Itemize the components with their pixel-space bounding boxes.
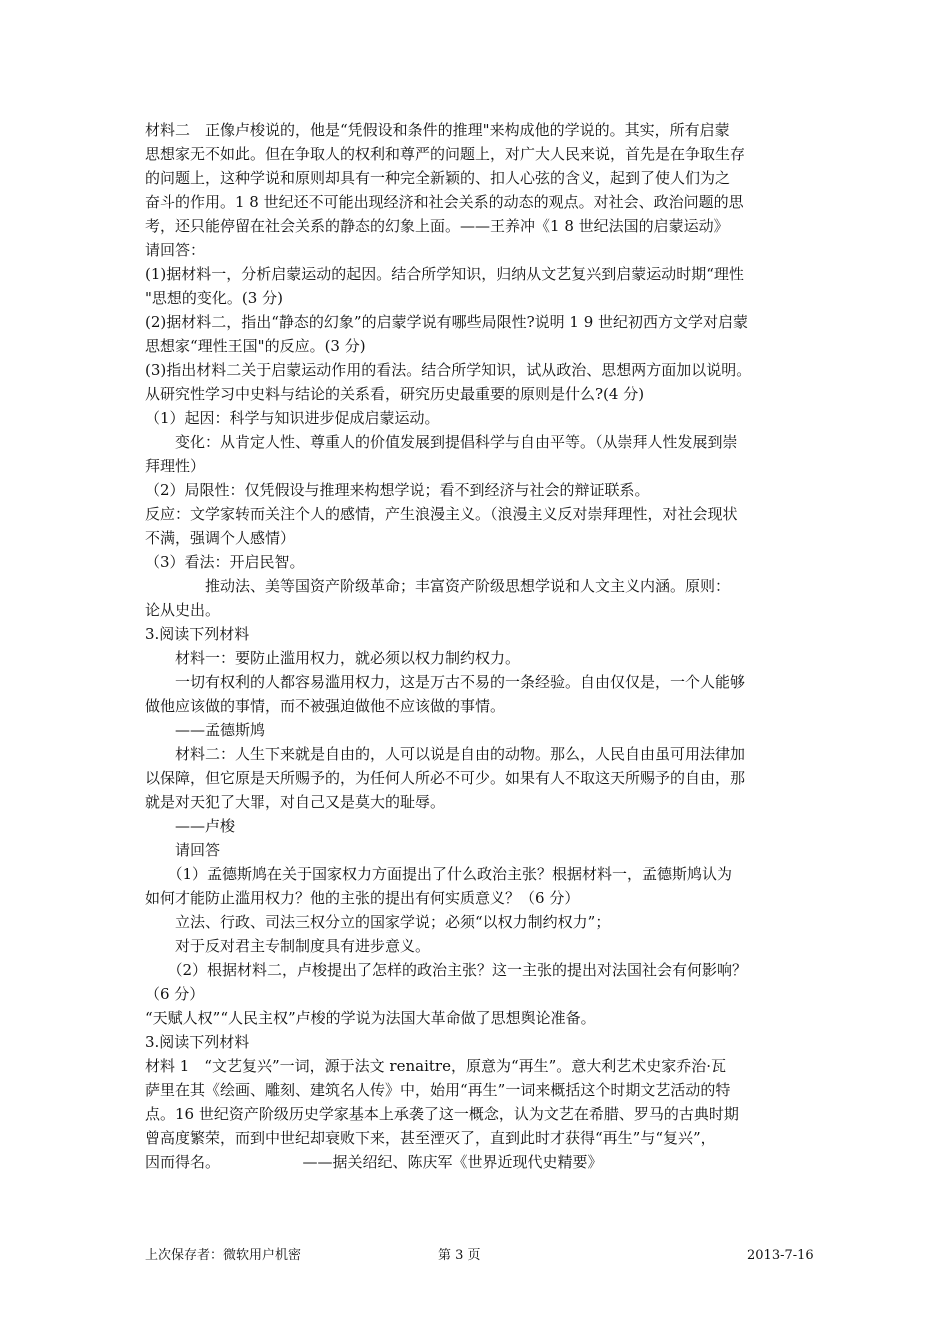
text-line: 奋斗的作用。1 8 世纪还不可能出现经济和社会关系的动态的观点。对社会、政治问题的思 [145, 193, 744, 211]
text-line: 材料二 正像卢梭说的，他是“凭假设和条件的推理"来构成他的学说的。其实，所有启蒙 [145, 121, 730, 139]
question-line: 思想家“理性王国"的反应。(3 分) [145, 337, 366, 355]
section-heading: 3.阅读下列材料 [145, 625, 250, 643]
footer-saver: 上次保存者：微软用户机密 [145, 1248, 302, 1263]
section-heading: 3.阅读下列材料 [145, 1033, 250, 1051]
answer-line: 对于反对君主专制制度具有进步意义。 [145, 937, 431, 955]
text-line: 考，还只能停留在社会关系的静态的幻象上面。——王养冲《1 8 世纪法国的启蒙运动》 [145, 217, 729, 235]
answer-line: 不满，强调个人感情） [145, 529, 296, 547]
text-line: ——卢梭 [145, 817, 236, 835]
answer-line: 反应：文学家转而关注个人的感情，产生浪漫主义。（浪漫主义反对崇拜理性，对社会现状 [145, 505, 738, 523]
footer-page-number: 第 3 页 [438, 1248, 481, 1263]
text-line: ——孟德斯鸠 [145, 721, 266, 739]
text-line: 请回答 [145, 841, 221, 859]
text-line: 萨里在其《绘画、雕刻、建筑名人传》中，始用“再生”一词来概括这个时期文艺活动的特 [145, 1081, 731, 1099]
text-line: 思想家无不如此。但在争取人的权利和尊严的问题上，对广大人民来说，首先是在争取生存 [145, 145, 746, 163]
text-line: 材料 1 “文艺复兴”一词，源于法文 renaitre，原意为“再生”。意大利艺术史家乔治·瓦 [145, 1057, 727, 1075]
question-line: 从研究性学习中史料与结论的关系看，研究历史最重要的原则是什么?(4 分) [145, 385, 645, 403]
question-line: (2)据材料二，指出“静态的幻象”的启蒙学说有哪些局限性?说明 1 9 世纪初西方文学对启蒙 [145, 313, 749, 331]
text-line: 就是对天犯了大罪，对自己又是莫大的耻辱。 [145, 793, 446, 811]
answer-line: （2）局限性：仅凭假设与推理来构想学说；看不到经济与社会的辩证联系。 [145, 481, 650, 499]
text-line: 曾高度繁荣，而到中世纪却衰败下来，甚至湮灭了，直到此时才获得“再生”与“复兴”， [145, 1129, 716, 1147]
text-line: 材料一：要防止滥用权力，就必须以权力制约权力。 [145, 649, 521, 667]
question-line: 如何才能防止滥用权力？他的主张的提出有何实质意义？（6 分） [145, 889, 580, 907]
text-line: 材料二：人生下来就是自由的，人可以说是自由的动物。那么，人民自由虽可用法律加 [145, 745, 746, 763]
answer-line: 论从史出。 [145, 601, 221, 619]
answer-line: 变化：从肯定人性、尊重人的价值发展到提倡科学与自由平等。（从崇拜人性发展到崇 [145, 433, 738, 451]
text-line: 一切有权利的人都容易滥用权力，这是万古不易的一条经验。自由仅仅是，一个人能够 [145, 673, 746, 691]
answer-line: 拜理性） [145, 457, 206, 475]
question-line: （1）孟德斯鸠在关于国家权力方面提出了什么政治主张？根据材料一，孟德斯鸠认为 [145, 865, 733, 883]
question-line: (3)指出材料二关于启蒙运动作用的看法。结合所学知识，试从政治、思想两方面加以说明。 [145, 361, 752, 379]
answer-line: “天赋人权”“人民主权”卢梭的学说为法国大革命做了思想舆论准备。 [145, 1009, 596, 1027]
text-line: 点。16 世纪资产阶级历史学家基本上承袭了这一概念，认为文艺在希腊、罗马的古典时期 [145, 1105, 739, 1123]
text-line: 的问题上，这种学说和原则却具有一种完全新颖的、扣人心弦的含义，起到了使人们为之 [145, 169, 731, 187]
text-line: 因而得名。 ——据关绍纪、陈庆军《世界近现代史精要》 [145, 1153, 603, 1171]
question-line: （6 分） [145, 985, 205, 1003]
question-line: (1)据材料一，分析启蒙运动的起因。结合所学知识，归纳从文艺复兴到启蒙运动时期“理性 [145, 265, 744, 283]
answer-line: （3）看法：开启民智。 [145, 553, 305, 571]
text-line: 做他应该做的事情，而不被强迫做他不应该做的事情。 [145, 697, 506, 715]
answer-line: （1）起因：科学与知识进步促成启蒙运动。 [145, 409, 440, 427]
text-line: 以保障，但它原是天所赐予的，为任何人所必不可少。如果有人不取这天所赐予的自由，那 [145, 769, 746, 787]
footer-date: 2013-7-16 [747, 1248, 814, 1263]
answer-line: 立法、行政、司法三权分立的国家学说；必须“以权力制约权力”； [145, 913, 611, 931]
question-line: "思想的变化。(3 分) [145, 289, 283, 307]
text-line: 请回答： [145, 241, 206, 259]
question-line: （2）根据材料二，卢梭提出了怎样的政治主张？这一主张的提出对法国社会有何影响？ [145, 961, 748, 979]
answer-line: 推动法、美等国资产阶级革命；丰富资产阶级思想学说和人文主义内涵。原则： [145, 577, 731, 595]
